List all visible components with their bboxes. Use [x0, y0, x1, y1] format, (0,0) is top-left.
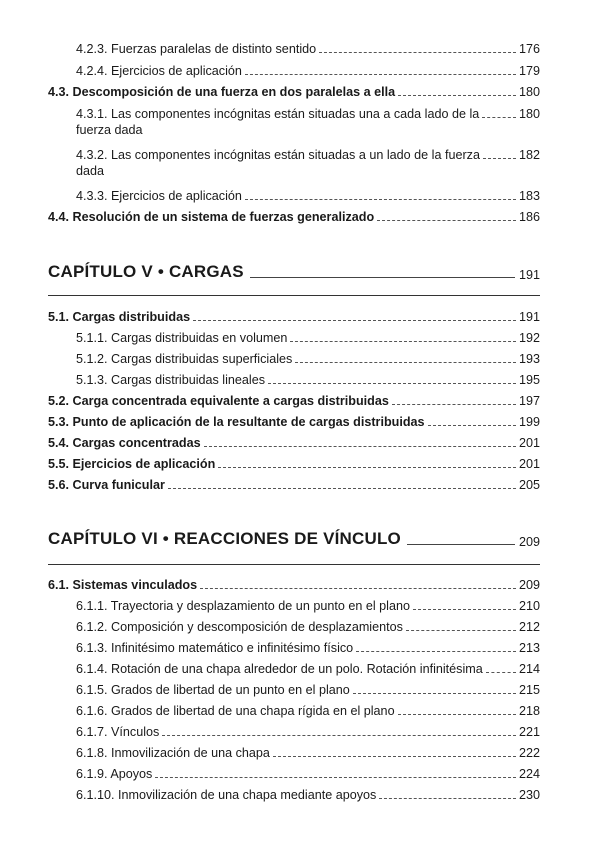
toc-section-title: 5.4. Cargas concentradas	[48, 436, 201, 450]
chapter-title: CAPÍTULO V • CARGAS	[48, 262, 244, 281]
dot-leader	[392, 404, 516, 405]
toc-page-number: 199	[518, 415, 540, 429]
toc-section	[0, 305, 600, 325]
toc-entry	[0, 184, 600, 204]
toc-entry-title: 5.1.3. Cargas distribuidas lineales	[76, 373, 266, 387]
dot-leader	[162, 735, 516, 736]
toc-section-title: 5.3. Punto de aplicación de la resultante de cargas distribuidas	[48, 415, 425, 429]
toc-entry	[0, 720, 600, 740]
toc-entry	[0, 143, 600, 163]
toc-entry-title: 4.3.1. Las componentes incógnitas están situadas una a cada lado de la	[76, 107, 480, 121]
dot-leader	[483, 158, 516, 159]
dot-leader	[406, 630, 516, 631]
divider	[48, 295, 540, 296]
dot-leader	[319, 52, 516, 53]
toc-entry-continuation: fuerza dada	[76, 123, 143, 137]
toc-page-number: 183	[518, 189, 540, 203]
chapter-page-number: 209	[518, 535, 540, 549]
dot-leader	[482, 117, 516, 118]
toc-page-number: 209	[518, 578, 540, 592]
dot-leader	[268, 383, 516, 384]
toc-section-title: 5.6. Curva funicular	[48, 478, 165, 492]
toc-section-title: 5.1. Cargas distribuidas	[48, 310, 191, 324]
toc-entry	[0, 657, 600, 677]
toc-section-title: 5.2. Carga concentrada equivalente a cargas distribuidas	[48, 394, 389, 408]
toc-entry	[0, 636, 600, 656]
toc-entry-title: 4.3.2. Las componentes incógnitas están situadas a un lado de la fuerza	[76, 148, 480, 162]
toc-page-number: 197	[518, 394, 540, 408]
toc-entry	[0, 741, 600, 761]
toc-page-number: 179	[518, 64, 540, 78]
toc-page-number: 182	[518, 148, 540, 162]
toc-page-number: 201	[518, 457, 540, 471]
dot-leader	[290, 341, 516, 342]
toc-entry-title: 4.2.3. Fuerzas paralelas de distinto sentido	[76, 42, 317, 56]
dot-leader	[245, 199, 516, 200]
toc-section-title: 6.1. Sistemas vinculados	[48, 578, 198, 592]
toc-entry-title: 6.1.9. Apoyos	[76, 767, 153, 781]
chapter-title: CAPÍTULO VI • REACCIONES DE VÍNCULO	[48, 529, 401, 548]
toc-page-number: 215	[518, 683, 540, 697]
dot-leader	[428, 425, 516, 426]
divider	[48, 564, 540, 565]
toc-entry	[0, 615, 600, 635]
toc-page-number: 212	[518, 620, 540, 634]
toc-entry-title: 6.1.1. Trayectoria y desplazamiento de un punto en el plano	[76, 599, 410, 613]
toc-entry-title: 4.2.4. Ejercicios de aplicación	[76, 64, 242, 78]
toc-entry	[0, 594, 600, 614]
toc-entry	[0, 59, 600, 79]
toc-entry	[0, 368, 600, 388]
dot-leader	[200, 588, 516, 589]
dot-leader	[353, 693, 516, 694]
toc-page-number: 213	[518, 641, 540, 655]
dot-leader	[245, 74, 516, 75]
toc-page-number: 214	[518, 662, 540, 676]
toc-entry	[0, 762, 600, 782]
toc-section-title: 5.5. Ejercicios de aplicación	[48, 457, 216, 471]
toc-page-number: 193	[518, 352, 540, 366]
chapter-leader	[407, 544, 515, 545]
dot-leader	[377, 220, 516, 221]
toc-page-number: 195	[518, 373, 540, 387]
toc-section-title: 4.4. Resolución de un sistema de fuerzas generalizado	[48, 210, 375, 224]
chapter-heading	[0, 262, 540, 282]
toc-section-title: 4.3. Descomposición de una fuerza en dos paralelas a ella	[48, 85, 396, 99]
toc-entry-title: 5.1.2. Cargas distribuidas superficiales	[76, 352, 293, 366]
toc-page-number: 205	[518, 478, 540, 492]
dot-leader	[398, 714, 516, 715]
dot-leader	[295, 362, 516, 363]
toc-entry-title: 6.1.8. Inmovilización de una chapa	[76, 746, 270, 760]
toc-entry	[0, 347, 600, 367]
toc-section	[0, 431, 600, 451]
toc-page-number: 201	[518, 436, 540, 450]
toc-page-number: 191	[518, 310, 540, 324]
dot-leader	[218, 467, 516, 468]
dot-leader	[155, 777, 516, 778]
toc-entry-title: 6.1.2. Composición y descomposición de desplazamientos	[76, 620, 403, 634]
chapter-page-number: 191	[518, 268, 540, 282]
toc-entry-title: 5.1.1. Cargas distribuidas en volumen	[76, 331, 288, 345]
toc-section	[0, 410, 600, 430]
toc-entry-title: 4.3.3. Ejercicios de aplicación	[76, 189, 242, 203]
dot-leader	[204, 446, 516, 447]
toc-entry	[0, 783, 600, 803]
toc-section	[0, 389, 600, 409]
toc-page-number: 210	[518, 599, 540, 613]
toc-entry-title: 6.1.10. Inmovilización de una chapa mediante apoyos	[76, 788, 377, 802]
toc-entry-title: 6.1.7. Vínculos	[76, 725, 160, 739]
toc-section	[0, 473, 600, 493]
chapter-leader	[250, 277, 515, 278]
dot-leader	[356, 651, 516, 652]
toc-page-number: 224	[518, 767, 540, 781]
toc-page-number: 218	[518, 704, 540, 718]
dot-leader	[486, 672, 516, 673]
toc-page-number: 192	[518, 331, 540, 345]
toc-section	[0, 452, 600, 472]
toc-page-number: 230	[518, 788, 540, 802]
dot-leader	[273, 756, 516, 757]
toc-entry	[0, 678, 600, 698]
dot-leader	[413, 609, 516, 610]
toc-page-number: 222	[518, 746, 540, 760]
toc-entry	[0, 326, 600, 346]
toc-entry-title: 6.1.6. Grados de libertad de una chapa rígida en el plano	[76, 704, 395, 718]
chapter-heading	[0, 529, 540, 549]
dot-leader	[379, 798, 516, 799]
toc-section	[0, 573, 600, 593]
toc-entry-title: 6.1.3. Infinitésimo matemático e infinitésimo físico	[76, 641, 354, 655]
toc-page-number: 176	[518, 42, 540, 56]
toc-entry-title: 6.1.4. Rotación de una chapa alrededor de un polo. Rotación infinitésima	[76, 662, 483, 676]
toc-entry	[0, 699, 600, 719]
toc-entry	[0, 37, 600, 57]
toc-entry	[0, 102, 600, 122]
toc-entry-continuation: dada	[76, 164, 105, 178]
toc-page-number: 180	[518, 107, 540, 121]
dot-leader	[168, 488, 516, 489]
toc-entry-title: 6.1.5. Grados de libertad de un punto en el plano	[76, 683, 350, 697]
dot-leader	[193, 320, 516, 321]
toc-page-number: 221	[518, 725, 540, 739]
toc-page-number: 180	[518, 85, 540, 99]
toc-section	[0, 205, 600, 225]
toc-section	[0, 80, 600, 100]
toc-page-number: 186	[518, 210, 540, 224]
dot-leader	[398, 95, 516, 96]
